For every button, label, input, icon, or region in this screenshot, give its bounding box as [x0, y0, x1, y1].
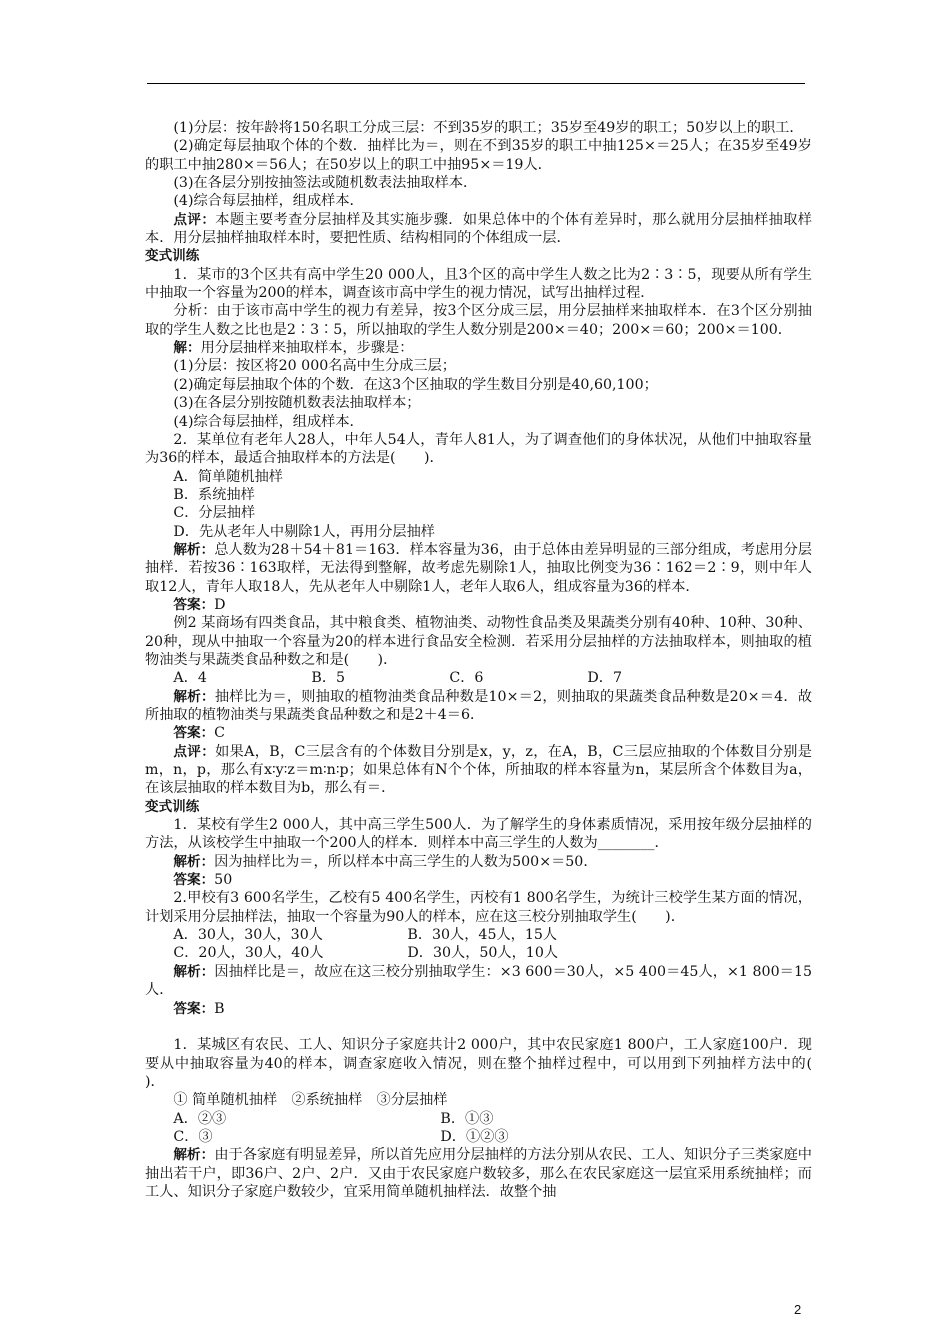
answer-label: 答案：	[173, 596, 215, 613]
paragraph: (2)确定每层抽取个体的个数．抽样比为＝，则在不到35岁的职工中抽125×＝25人；在35岁至49岁的职工中抽280×＝56人；在50岁以上的职工中抽95×＝19人．	[145, 138, 812, 173]
explanation	[145, 1146, 812, 1201]
section-heading: 变式训练	[145, 798, 200, 815]
question: 2．某单位有老年人28人，中年人54人，青年人81人，为了调查他们的身体状况，从他们中抽取容量为36的样本，最适合抽取样本的方法是( )．	[145, 431, 812, 467]
option: B．①③	[440, 1110, 494, 1127]
paragraph: (2)确定每层抽取个体的个数．在这3个区抽取的学生数目分别是40,60,100；	[173, 376, 658, 393]
document-body	[145, 119, 841, 1201]
option: A．简单随机抽样	[173, 468, 283, 485]
option: C．20人，30人，40人	[173, 945, 324, 962]
option: C．③	[173, 1128, 213, 1145]
comment-paragraph	[145, 743, 812, 798]
explanation-label: 解析：	[173, 1147, 215, 1164]
option: A．②③	[173, 1110, 227, 1127]
option: B．系统抽样	[173, 486, 255, 503]
paragraph: (1)分层：按区将20 000名高中生分成三层；	[173, 358, 456, 375]
explanation	[145, 853, 812, 871]
explanation-text: 由于各家庭有明显差异，所以首先应用分层抽样的方法分别从农民、工人、知识分子三类家庭中抽出若干户，即36户、2户、2户．又由于农民家庭户数较多，那么在农民家庭这一层宜采用系统抽样；而工人、知识分子家庭户数较少，宜采用简单随机抽样法．故整个抽	[145, 1147, 812, 1200]
answer	[145, 871, 812, 889]
option-row	[145, 926, 812, 944]
solution-label: 解：	[173, 340, 201, 357]
explanation	[145, 963, 812, 1000]
paragraph: (1)分层：按年龄将150名职工分成三层：不到35岁的职工；35岁至49岁的职工；50岁以上的职工．	[173, 120, 804, 136]
option: A．4	[173, 670, 207, 687]
explanation-text: 因为抽样比为＝，所以样本中高三学生的人数为500×＝50．	[214, 853, 598, 870]
option: B．30人，45人，15人	[407, 927, 558, 944]
explanation-text: 因抽样比是＝，故应在这三校分别抽取学生：×3 600＝30人，×5 400＝45人，×1 800＝15人．	[145, 963, 813, 999]
answer-text: B	[214, 1000, 225, 1017]
comment-paragraph	[145, 211, 812, 248]
page-number: 2	[794, 1302, 802, 1317]
comment-label: 点评：	[173, 211, 216, 228]
option: D．先从老年人中剔除1人，再用分层抽样	[173, 523, 435, 540]
question: 1．某城区有农民、工人、知识分子家庭共计2 000户，其中农民家庭1 800户，工人家庭100户．现要从中抽取容量为40的样本，调查家庭收入情况，则在整个抽样过程中，可以用到下列抽样方法中的( )．	[145, 1037, 841, 1090]
comment-text: 如果A，B，C三层含有的个体数目分别是x，y，z，在A，B，C三层应抽取的个体数目分别是m，n，p，那么有x∶y∶z＝m∶n∶p；如果总体有N个个体，所抽取的样本容量为n，某层所含个体数目为a，在该层抽取的样本数目为b，那么有＝．	[145, 743, 812, 797]
comment-text: 本题主要考查分层抽样及其实施步骤．如果总体中的个体有差异时，那么就用分层抽样抽取样本．用分层抽样抽取样本时，要把性质、结构相同的个体组成一层．	[145, 211, 812, 247]
question: 1．某市的3个区共有高中学生20 000人，且3个区的高中学生人数之比为2∶3∶5，现要从所有学生中抽取一个容量为200的样本，调查该市高中学生的视力情况，试写出抽样过程．	[145, 266, 812, 302]
explanation-label: 解析：	[173, 688, 215, 705]
option: D．7	[587, 670, 622, 687]
option: A．30人，30人，30人	[173, 927, 323, 944]
answer-text: C	[214, 725, 226, 742]
answer-label: 答案：	[173, 872, 215, 889]
comment-label: 点评：	[173, 743, 216, 760]
option: D．30人，50人，10人	[407, 945, 559, 962]
option-row	[145, 1110, 812, 1128]
answer-text: 50	[214, 872, 233, 889]
paragraph: (4)综合每层抽样，组成样本．	[173, 193, 364, 210]
explanation	[145, 688, 812, 725]
method-list: ① 简单随机抽样 ②系统抽样 ③分层抽样	[173, 1092, 448, 1109]
explanation-text: 抽样比为＝，则抽取的植物油类食品种数是10×＝2，则抽取的果蔬类食品种数是20×＝4．故所抽取的植物油类与果蔬类食品种数之和是2＋4＝6．	[145, 688, 813, 723]
example-question: 例2 某商场有四类食品，其中粮食类、植物油类、动物性食品类及果蔬类分别有40种、10种、30种、20种，现从中抽取一个容量为20的样本进行食品安全检测．若采用分层抽样的方法抽取样本，则抽取的植物油类与果蔬类食品种数之和是( )．	[145, 615, 812, 668]
answer	[145, 596, 812, 614]
question: 1．某校有学生2 000人，其中高三学生500人．为了解学生的身体素质情况，采用按年级分层抽样的方法，从该校学生中抽取一个200人的样本．则样本中高三学生的人数为________．	[145, 817, 812, 852]
answer	[145, 1000, 812, 1018]
solution	[145, 339, 812, 357]
option: B．5	[311, 670, 346, 687]
explanation-text: 总人数为28＋54＋81＝163．样本容量为36，由于总体由差异明显的三部分组成，考虑用分层抽样．若按36∶163取样，无法得到整解，故考虑先剔除1人，抽取比例变为36∶162＝2∶9，则中年人取12人，青年人取18人，先从老年人中剔除1人，老年人取6人，组成容量为36的样本．	[145, 541, 812, 595]
analysis: 分析：由于该市高中学生的视力有差异，按3个区分成三层，用分层抽样来抽取样本．在3个区分别抽取的学生人数之比也是2∶3∶5，所以抽取的学生人数分别是200×＝40；200×＝60；200×＝100．	[145, 303, 812, 338]
header-rule	[147, 83, 805, 84]
paragraph: (3)在各层分别按抽签法或随机数表法抽取样本．	[173, 175, 478, 192]
answer-label: 答案：	[173, 1000, 215, 1017]
section-heading: 变式训练	[145, 248, 200, 265]
explanation	[145, 541, 812, 596]
answer-text: D	[214, 596, 226, 613]
question: 2.甲校有3 600名学生，乙校有5 400名学生，丙校有1 800名学生，为统计三校学生某方面的情况，计划采用分层抽样法，抽取一个容量为90人的样本，应在这三校分别抽取学生( )．	[145, 890, 812, 925]
explanation-label: 解析：	[173, 963, 215, 980]
option-row	[145, 669, 812, 687]
option-row	[145, 944, 812, 962]
explanation-label: 解析：	[173, 853, 215, 870]
paragraph: (3)在各层分别按随机数表法抽取样本；	[173, 395, 421, 412]
answer	[145, 724, 812, 742]
paragraph: (4)综合每层抽样，组成样本．	[173, 413, 364, 430]
explanation-label: 解析：	[173, 541, 215, 558]
option-row	[145, 1128, 812, 1146]
option: C．6	[449, 670, 484, 687]
option: D．①②③	[440, 1128, 509, 1145]
solution-text: 用分层抽样来抽取样本，步骤是：	[200, 340, 414, 357]
answer-label: 答案：	[173, 725, 215, 742]
option: C．分层抽样	[173, 505, 256, 522]
